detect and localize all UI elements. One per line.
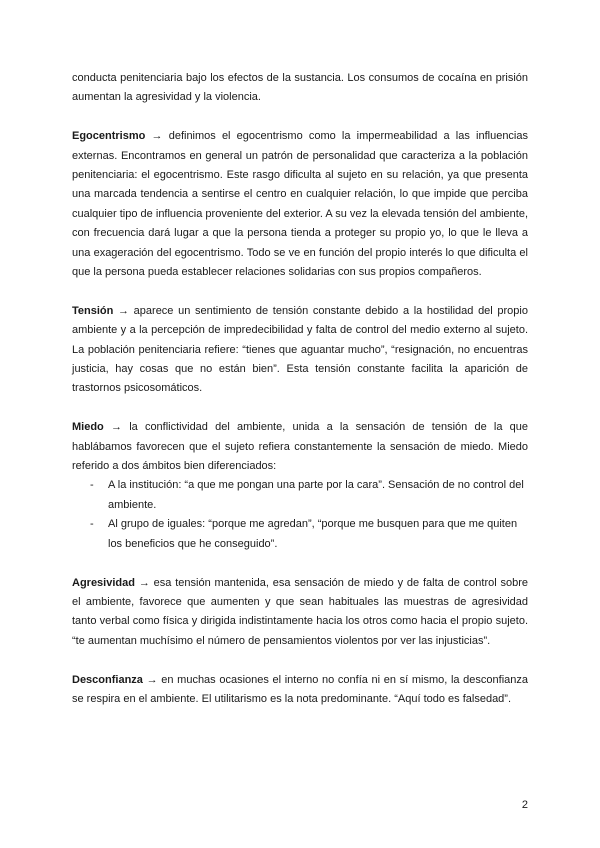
arrow: → [138,576,150,589]
arrow: → [110,421,122,434]
bullet-text: Al grupo de iguales: “porque me agredan”, “porque me busquen para que me quiten los beneficios que he conseguido”. [108,518,518,550]
list-item [72,515,528,554]
page-number: 2 [521,799,528,811]
bullet-dash: - [90,479,94,492]
egocentrismo-text: definimos el egocentrismo como la impermeabilidad a las influencias externas. Encontramos en general un patrón de personalidad que caracteriza a la población penitenciaria: el egocentrismo. Este rasgo dificulta al sujeto en su relación, ya que presenta una marcada tendencia a sentirse el centro en cualquier relación, lo que impide que perciba cualquier tipo de influencia proveniente del exterior. A su vez la elevada tensión del ambiente, con frecuencia dará lugar a que la persona tienda a proteger su propio yo, lo que le lleva a una exageración del egocentrismo. Todo se ve en función del propio interés lo que dificulta el que la persona pueda establecer relaciones solidarias con sus propios compañeros. [72,130,528,279]
agresividad-paragraph [72,574,528,652]
egocentrismo-paragraph [72,127,528,282]
tension-text: aparece un sentimiento de tensión constante debido a la hostilidad del propio ambiente y a la percepción de impredecibilidad y falta de control del medio externo al sujeto. La población penitenciaria refiere: “tienes que aguantar mucho”, “resignación, no encuentras justicia, hay cosas que no están bien”. Esta tensión constante facilita la aparición de trastornos psicosomáticos. [72,304,528,395]
list-item [72,476,528,515]
arrow: → [118,304,130,317]
desconfianza-text: en muchas ocasiones el interno no confía ni en sí mismo, la desconfianza se respira en el ambiente. El utilitarismo es la nota predominante. “Aquí todo es falsedad”. [72,673,529,705]
arrow: → [151,130,163,143]
intro-paragraph: conducta penitenciaria bajo los efectos de la sustancia. Los consumos de cocaína en prisión aumentan la agresividad y la violencia. [72,72,528,104]
tension-term: Tensión [72,304,114,317]
bullet-dash: - [90,518,94,531]
bullet-text: A la institución: “a que me pongan una parte por la cara”. Sensación de no control del ambiente. [108,479,524,511]
desconfianza-paragraph [72,671,528,710]
agresividad-term: Agresividad [72,576,135,589]
miedo-paragraph [72,418,528,476]
arrow: → [146,673,158,686]
miedo-text: la conflictividad del ambiente, unida a la sensación de tensión de la que hablábamos favorecen que el sujeto refiera constantemente la sensación de miedo. Miedo referido a dos ámbitos bien diferenciados: [72,421,529,473]
miedo-bullet-list [72,476,528,554]
agresividad-text: esa tensión mantenida, esa sensación de miedo y de falta de control sobre el ambiente, favorece que aumenten y que sean habituales las muestras de agresividad tanto verbal como física y dirigida indistintamente hacia los otros como hacia el propio sujeto. “te aumentan muchísimo el número de pensamientos violentos por ver las injusticias”. [72,576,529,647]
tension-paragraph [72,302,528,399]
page-body [72,69,528,729]
miedo-term: Miedo [72,421,104,434]
egocentrismo-term: Egocentrismo [72,130,146,143]
desconfianza-term: Desconfianza [72,673,143,686]
